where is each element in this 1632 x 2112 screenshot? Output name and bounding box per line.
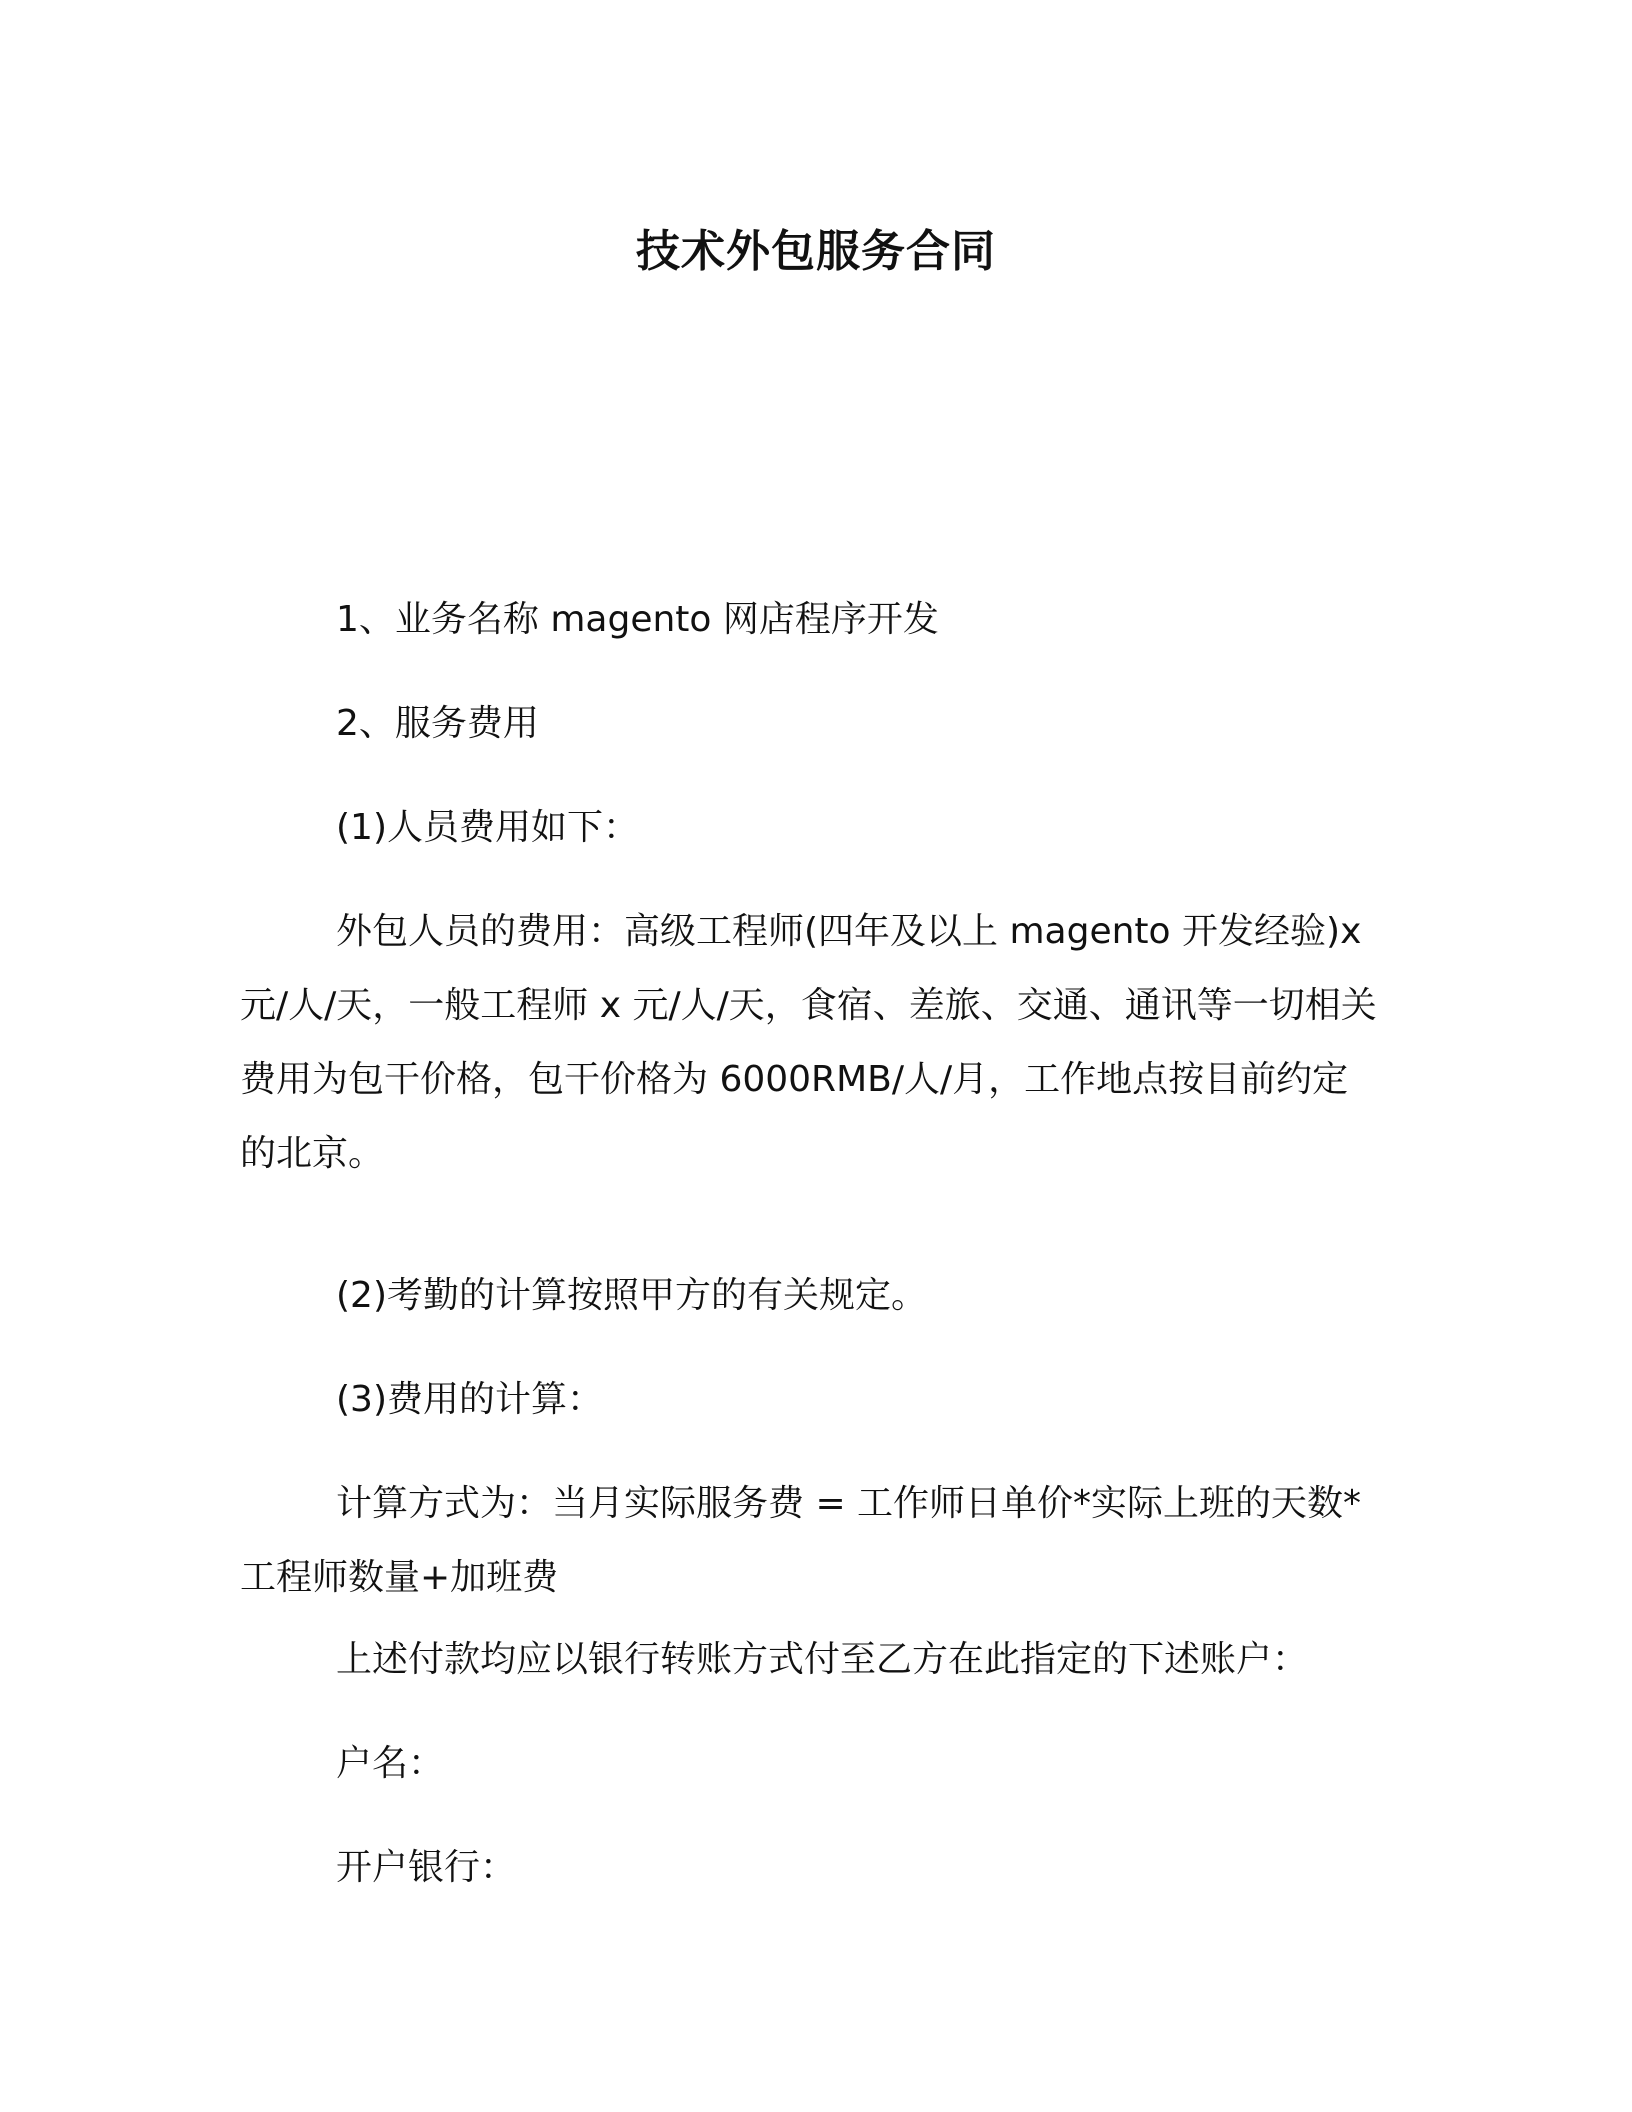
paragraph-outsourcing-fee: 外包人员的费用：高级工程师(四年及以上 magento 开发经验)x元/人/天，一般工程师 x 元/人/天，食宿、差旅、交通、通讯等一切相关费用为包干价格，包干价格为 6000RMB/人/月，工作地点按目前约定的北京。	[240, 911, 1377, 1174]
paragraph-fee-calculation: (3)费用的计算：	[336, 1379, 603, 1420]
paragraph-service-fee: 2、服务费用	[336, 703, 539, 744]
paragraph-account-name: 户名：	[336, 1743, 445, 1784]
paragraph-payment: 上述付款均应以银行转账方式付至乙方在此指定的下述账户：	[336, 1639, 1309, 1680]
paragraph-personnel-fee: (1)人员费用如下：	[336, 807, 639, 848]
paragraph-bank: 开户银行：	[336, 1847, 517, 1888]
paragraph-business-name: 1、业务名称 magento 网店程序开发	[336, 599, 939, 640]
paragraph-calculation-method: 计算方式为：当月实际服务费 = 工作师日单价*实际上班的天数*工程师数量+加班费	[240, 1483, 1362, 1598]
document-title: 技术外包服务合同	[636, 226, 996, 277]
paragraph-attendance: (2)考勤的计算按照甲方的有关规定。	[336, 1275, 927, 1316]
